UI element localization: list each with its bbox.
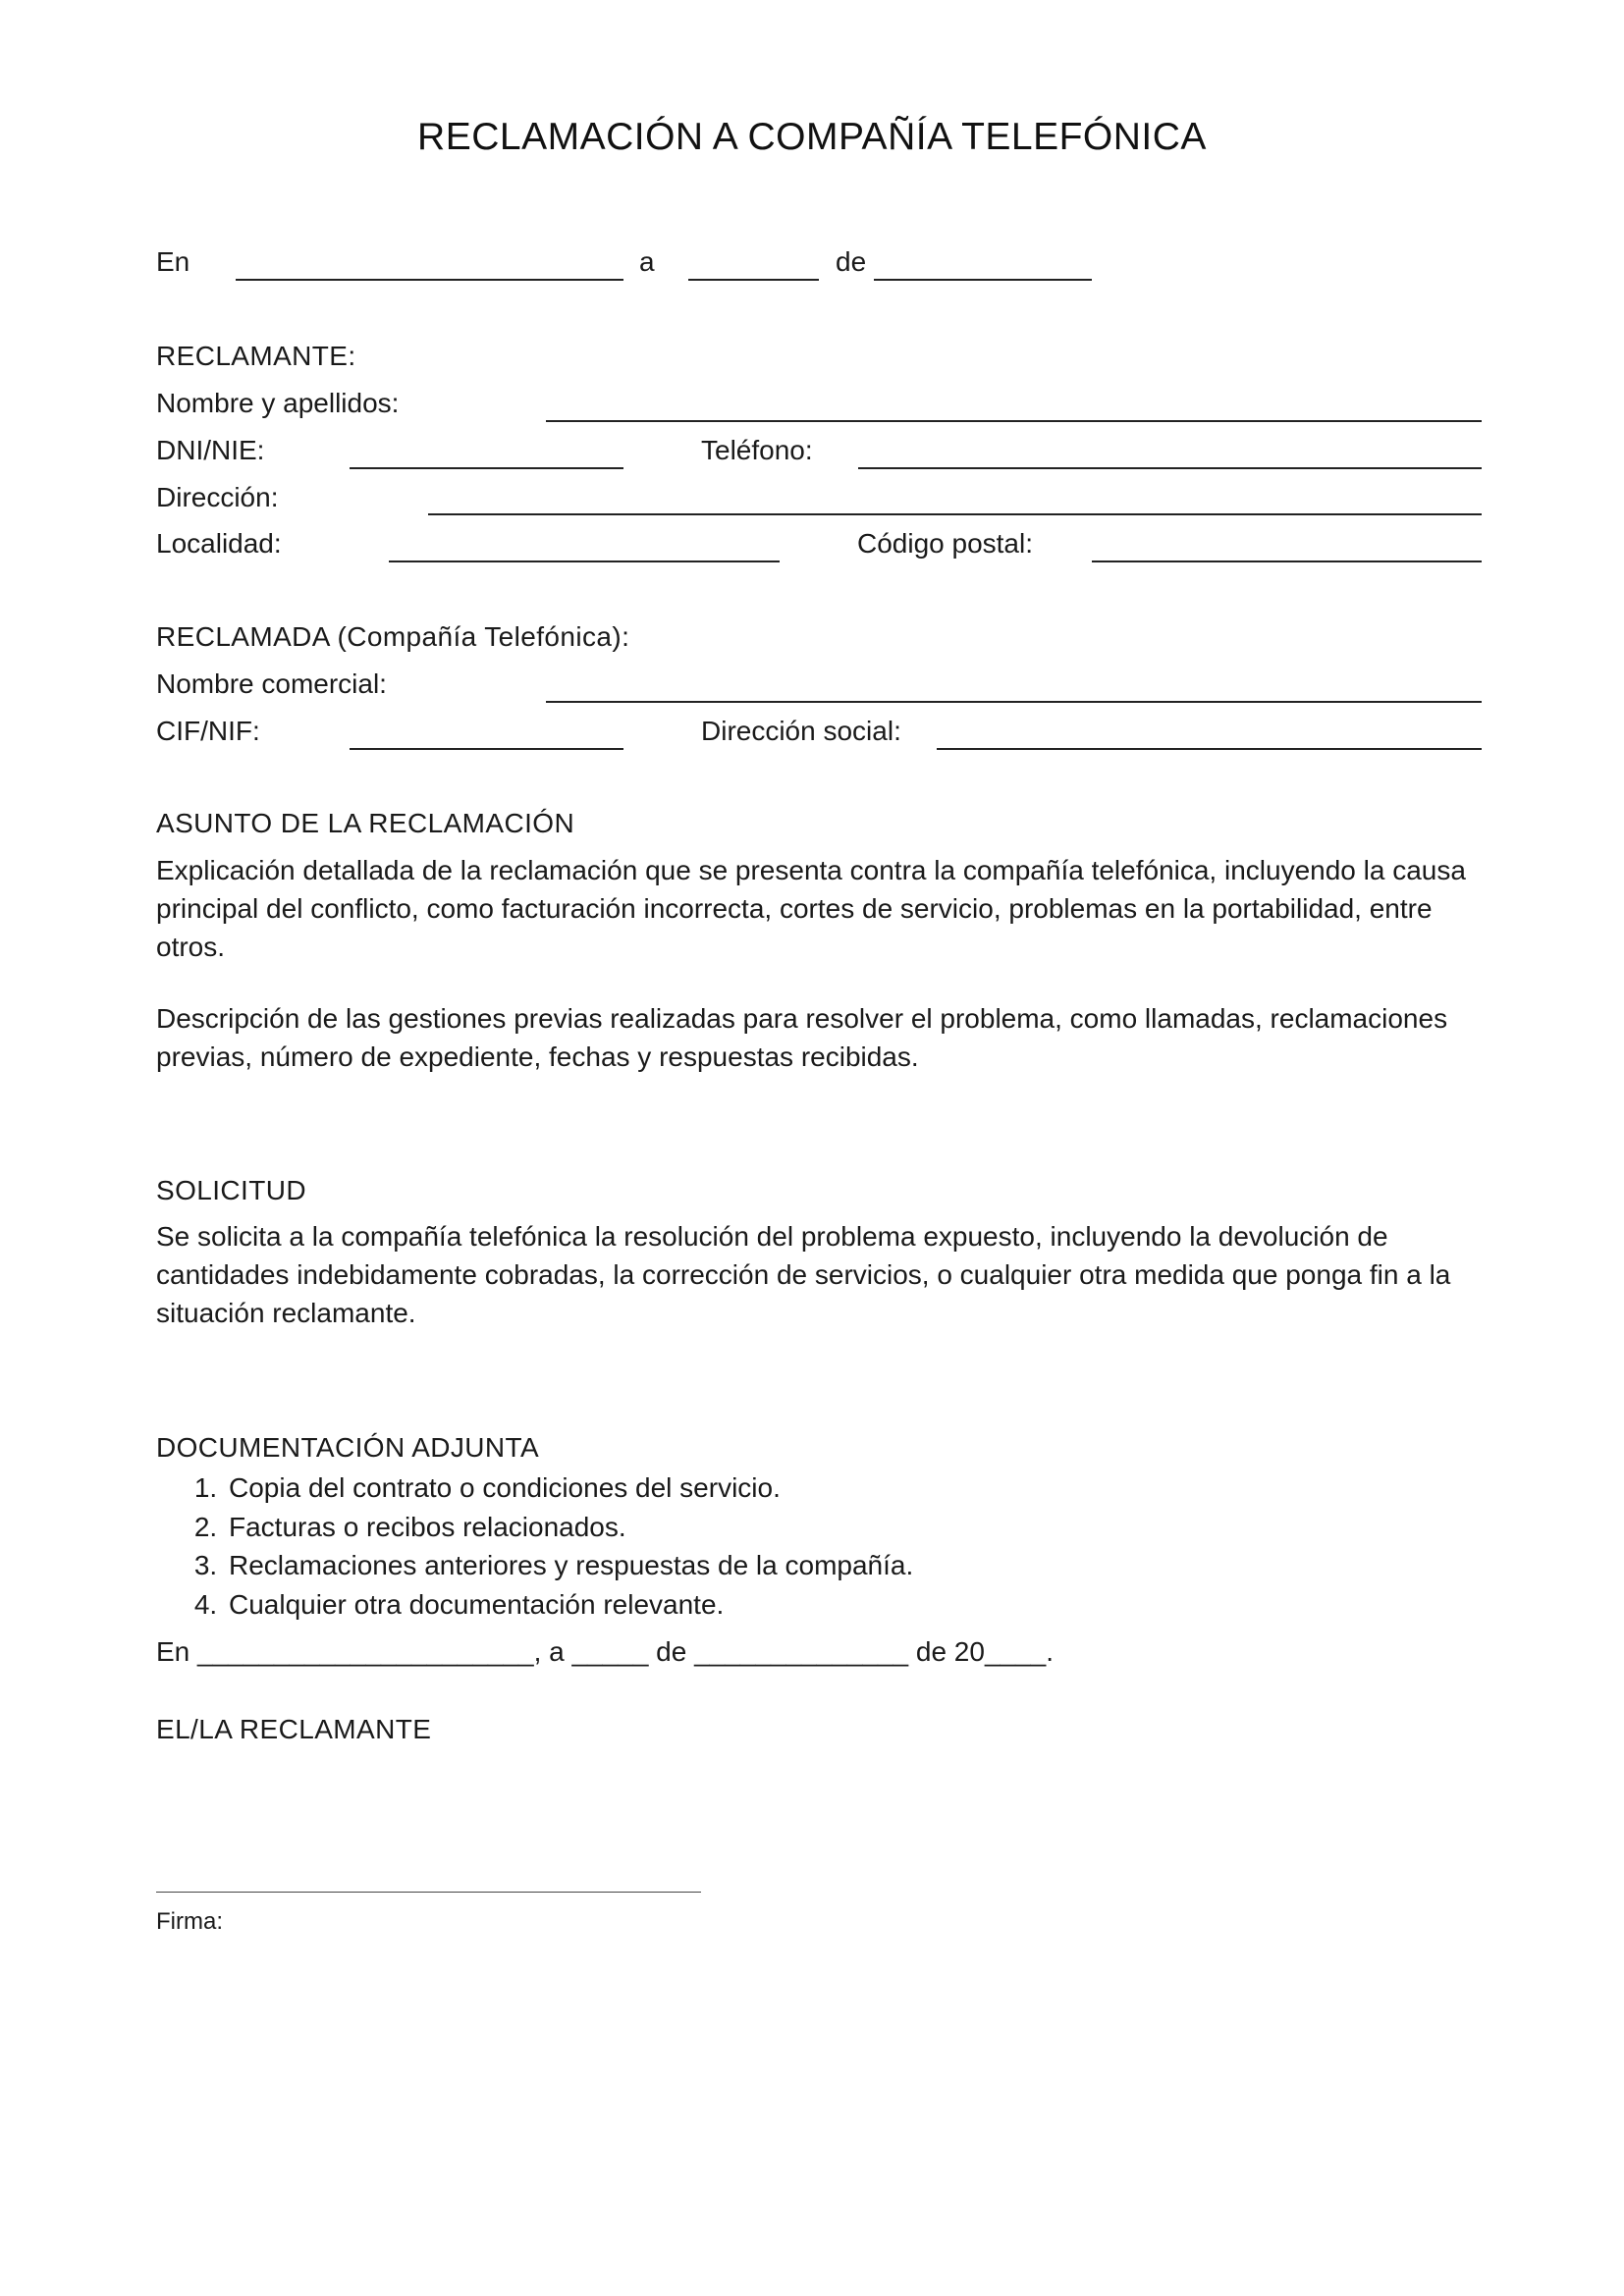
- nombre-label: Nombre y apellidos:: [156, 388, 400, 418]
- list-item: 1. Copia del contrato o condiciones del servicio.: [225, 1468, 913, 1508]
- signer-heading: EL/LA RECLAMANTE: [156, 1714, 432, 1744]
- telefono-label: Teléfono:: [701, 435, 813, 465]
- nombre-line: [546, 420, 1482, 422]
- reclamada-heading: RECLAMADA (Compañía Telefónica):: [156, 621, 630, 652]
- document-title: RECLAMACIÓN A COMPAÑÍA TELEFÓNICA: [417, 116, 1207, 158]
- cif-line: [350, 748, 623, 750]
- direccion-social-line: [937, 748, 1482, 750]
- asunto-heading: ASUNTO DE LA RECLAMACIÓN: [156, 808, 575, 838]
- direccion-social-label: Dirección social:: [701, 716, 901, 746]
- asunto-paragraph-1: Explicación detallada de la reclamación que se presenta contra la compañía telefónica, incluyendo la causa principal del conflicto, como facturación incorrecta, cortes de servicio, problemas en la portabilidad, entre otros.: [156, 855, 1466, 962]
- dni-line: [350, 467, 623, 469]
- solicitud-heading: SOLICITUD: [156, 1175, 306, 1205]
- solicitud-paragraph: Se solicita a la compañía telefónica la resolución del problema expuesto, incluyendo la devolución de cantidades indebidamente cobradas, la corrección de servicios, o cualquier otra medida que ponga fin a la situación reclamante.: [156, 1221, 1451, 1328]
- reclamante-heading: RECLAMANTE:: [156, 341, 356, 371]
- month-line: [874, 279, 1092, 281]
- place-line: [236, 279, 623, 281]
- codigo-postal-label: Código postal:: [857, 528, 1034, 559]
- documentacion-heading: DOCUMENTACIÓN ADJUNTA: [156, 1432, 540, 1463]
- header-en-label: En: [156, 246, 190, 277]
- localidad-label: Localidad:: [156, 528, 282, 559]
- header-a-label: a: [639, 246, 655, 277]
- nombre-comercial-label: Nombre comercial:: [156, 668, 387, 699]
- list-item: 4. Cualquier otra documentación relevante.: [225, 1585, 913, 1625]
- codigo-postal-line: [1092, 561, 1482, 562]
- documentacion-list: [156, 1468, 913, 1624]
- day-line: [688, 279, 819, 281]
- header-de-label: de: [836, 246, 867, 277]
- localidad-line: [389, 561, 780, 562]
- nombre-comercial-line: [546, 701, 1482, 703]
- list-item: 3. Reclamaciones anteriores y respuestas de la compañía.: [225, 1546, 913, 1585]
- list-item: 2. Facturas o recibos relacionados.: [225, 1508, 913, 1547]
- signature-line: [156, 1892, 701, 1893]
- cif-label: CIF/NIF:: [156, 716, 260, 746]
- direccion-label: Dirección:: [156, 482, 279, 512]
- dni-label: DNI/NIE:: [156, 435, 265, 465]
- asunto-paragraph-2: Descripción de las gestiones previas realizadas para resolver el problema, como llamadas, reclamaciones previas, número de expediente, fechas y respuestas recibidas.: [156, 1003, 1448, 1072]
- signature-label: Firma:: [156, 1908, 223, 1935]
- closing-line: En ______________________, a _____ de ______________ de 20____.: [156, 1636, 1055, 1667]
- direccion-line: [428, 513, 1482, 515]
- telefono-line: [858, 467, 1482, 469]
